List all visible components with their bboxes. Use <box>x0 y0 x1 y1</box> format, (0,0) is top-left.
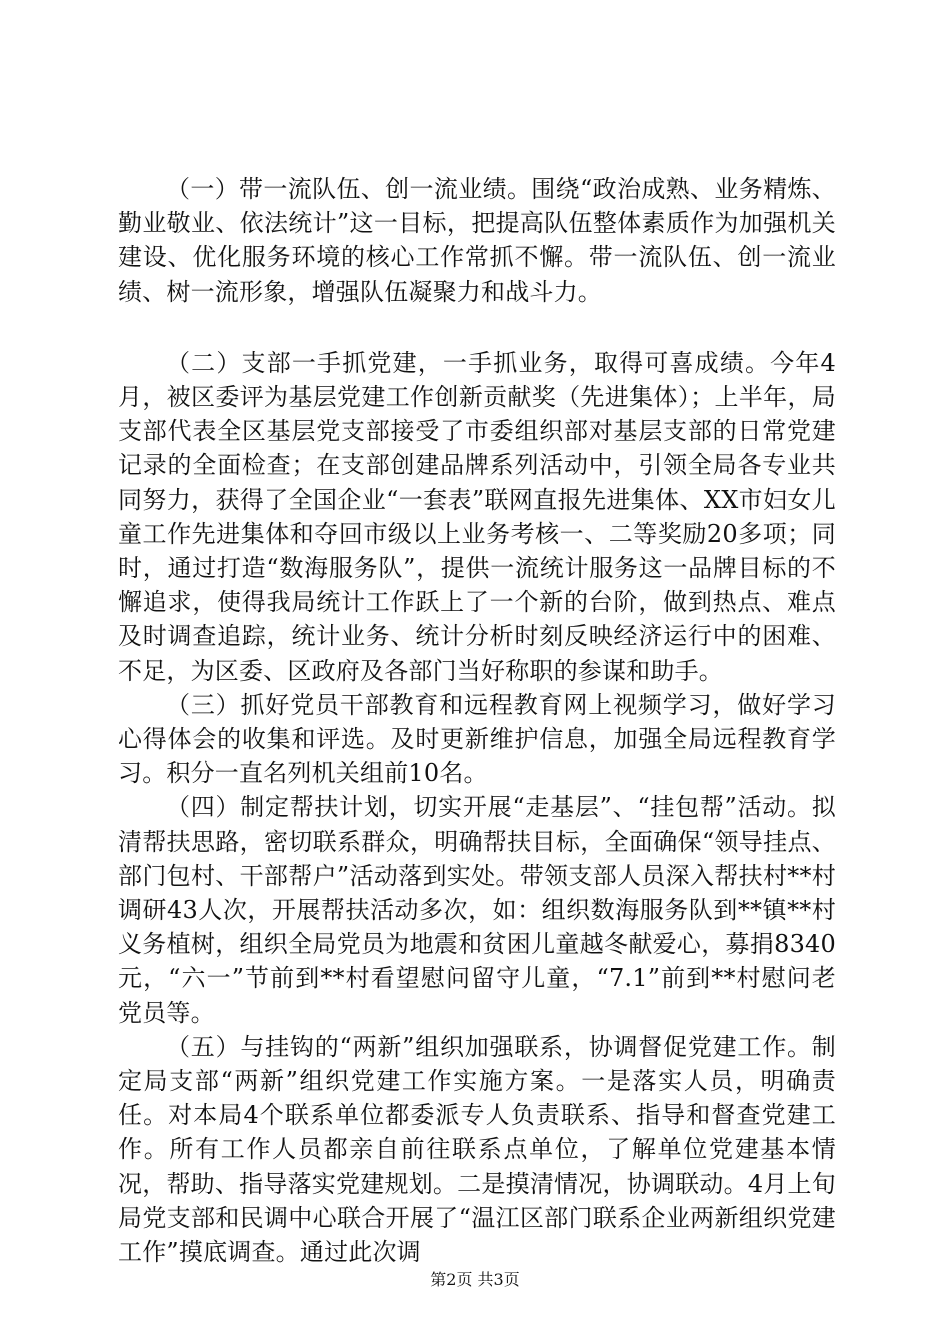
paragraph-4: （四）制定帮扶计划，切实开展“走基层”、“挂包帮”活动。拟清帮扶思路，密切联系群众，明确帮扶目标，全面确保“领导挂点、部门包村、干部帮户”活动落到实处。带领支部人员深入帮扶村**村调研43人次，开展帮扶活动多次，如：组织数海服务队到**镇**村义务植树，组织全局党员为地震和贫困儿童越冬献爱心，募捐8340元，“六一”节前到**村看望慰问留守儿童，“7.1”前到**村慰问老党员等。 <box>118 793 836 1027</box>
document-body <box>118 172 836 1269</box>
paragraph-3: （三）抓好党员干部教育和远程教育网上视频学习，做好学习心得体会的收集和评选。及时更新维护信息，加强全局远程教育学习。积分一直名列机关组前10名。 <box>118 690 836 788</box>
paragraph-5: （五）与挂钩的“两新”组织加强联系，协调督促党建工作。制定局支部“两新”组织党建工作实施方案。一是落实人员，明确责任。对本局4个联系单位都委派专人负责联系、指导和督查党建工作。所有工作人员都亲自前往联系点单位，了解单位党建基本情况，帮助、指导落实党建规划。二是摸清情况，协调联动。4月上旬局党支部和民调中心联合开展了“温江区部门联系企业两新组织党建工作”摸底调查。通过此次调 <box>118 1032 836 1267</box>
paragraph-2: （二）支部一手抓党建，一手抓业务，取得可喜成绩。今年4月，被区委评为基层党建工作创新贡献奖（先进集体）；上半年，局支部代表全区基层党支部接受了市委组织部对基层支部的日常党建记录的全面检查；在支部创建品牌系列活动中，引领全局各专业共同努力，获得了全国企业“一套表”联网直报先进集体、XX市妇女儿童工作先进集体和夺回市级以上业务考核一、二等奖励20多项；同时，通过打造“数海服务队”，提供一流统计服务这一品牌目标的不懈追求，使得我局统计工作跃上了一个新的台阶，做到热点、难点及时调查追踪，统计业务、统计分析时刻反映经济运行中的困难、不足，为区委、区政府及各部门当好称职的参谋和助手。 <box>118 348 836 685</box>
paragraph-1: （一）带一流队伍、创一流业绩。围绕“政治成熟、业务精炼、勤业敬业、依法统计”这一目标，把提高队伍整体素质作为加强机关建设、优化服务环境的核心工作常抓不懈。带一流队伍、创一流业绩、树一流形象，增强队伍凝聚力和战斗力。 <box>118 175 836 306</box>
page-footer: 第2页 共3页 <box>430 1270 520 1289</box>
